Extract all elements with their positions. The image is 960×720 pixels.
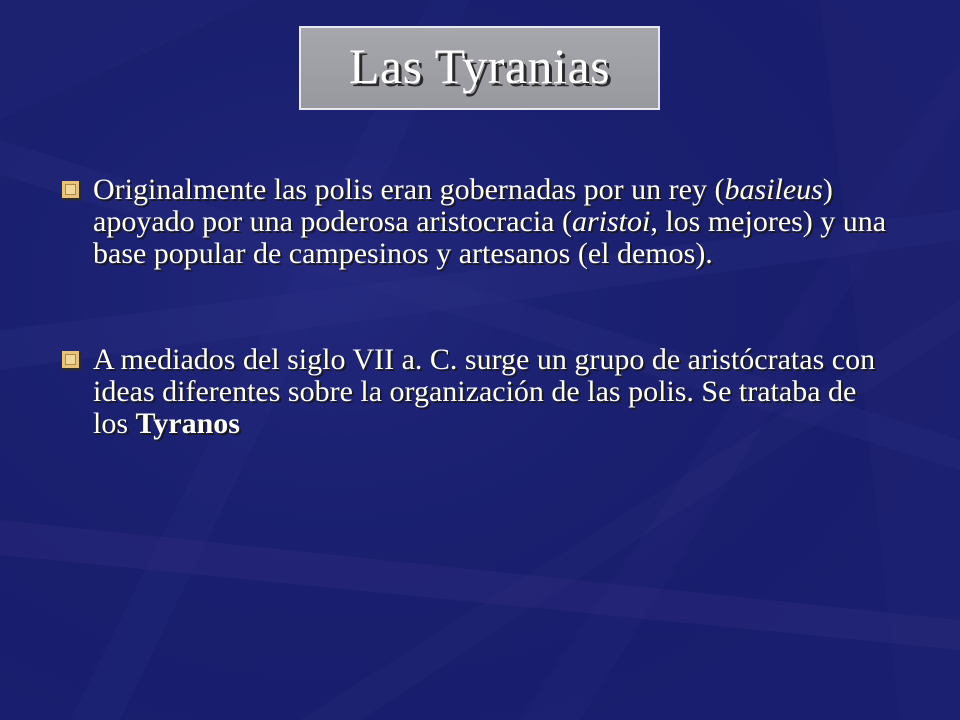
bullet-item — [60, 174, 890, 270]
bullet-text: Originalmente las polis eran gobernadas por un rey (basileus) apoyado por una poderosa aristocracia (aristoi, los mejores) y una base popular de campesinos y artesanos (el demos). — [93, 173, 887, 270]
slide-title: Las Tyranias — [348, 38, 611, 94]
bullet-list — [60, 174, 890, 440]
checkbox-square-icon — [62, 181, 82, 201]
bullet-text: A mediados del siglo VII a. C. surge un grupo de aristócratas con ideas diferentes sobre la organización de las polis. Se trataba de los Tyranos — [93, 343, 876, 440]
bullet-item — [60, 344, 890, 440]
checkbox-square-icon — [62, 351, 82, 371]
title-box — [299, 26, 660, 110]
